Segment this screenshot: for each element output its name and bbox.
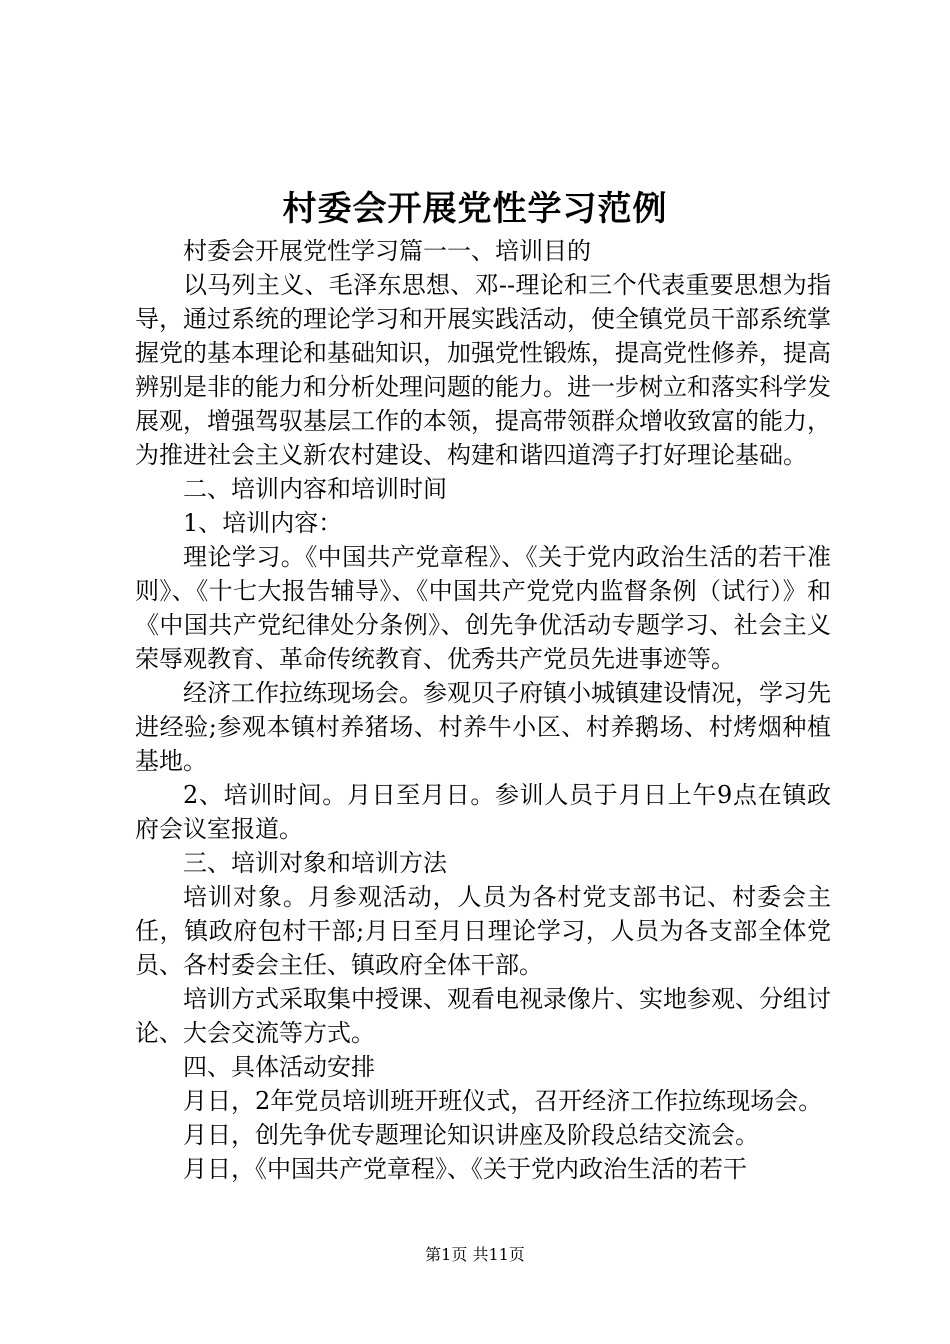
paragraph: 培训对象。月参观活动，人员为各村党支部书记、村委会主任，镇政府包村干部;月日至月日理论学习，人员为各支部全体党员、各村委会主任、镇政府全体干部。: [135, 883, 831, 979]
paragraph: 三、培训对象和培训方法: [183, 849, 447, 877]
paragraph: 月日，2年党员培训班开班仪式，召开经济工作拉练现场会。: [183, 1087, 823, 1115]
paragraph: 四、具体活动安排: [183, 1053, 375, 1081]
paragraph: 理论学习。《中国共产党章程》、《关于党内政治生活的若干准则》、《十七大报告辅导》、《中国共产党党内监督条例（试行）》和《中国共产党纪律处分条例》、创先争优活动专题学习、社会主义荣辱观教育、革命传统教育、优秀共产党员先进事迹等。: [135, 543, 831, 673]
document-title: 村委会开展党性学习范例: [282, 189, 668, 229]
paragraph: 1、培训内容：: [183, 509, 343, 537]
paragraph: 月日，《中国共产党章程》、《关于党内政治生活的若干: [183, 1155, 747, 1183]
paragraph: 2、培训时间。月日至月日。参训人员于月日上午9点在镇政府会议室报道。: [135, 781, 831, 843]
paragraph: 培训方式采取集中授课、观看电视录像片、实地参观、分组讨论、大会交流等方式。: [135, 985, 831, 1047]
page-number-footer: 第1页 共11页: [425, 1245, 525, 1264]
document-body: [135, 234, 831, 1186]
paragraph: 二、培训内容和培训时间: [183, 475, 447, 503]
paragraph: 月日，创先争优专题理论知识讲座及阶段总结交流会。: [183, 1121, 759, 1149]
paragraph: 村委会开展党性学习篇一一、培训目的: [183, 237, 591, 265]
paragraph: 经济工作拉练现场会。参观贝子府镇小城镇建设情况，学习先进经验;参观本镇村养猪场、村养牛小区、村养鹅场、村烤烟种植基地。: [135, 679, 831, 775]
paragraph: 以马列主义、毛泽东思想、邓--理论和三个代表重要思想为指导，通过系统的理论学习和开展实践活动，使全镇党员干部系统掌握党的基本理论和基础知识，加强党性锻炼，提高党性修养，提高辨别是非的能力和分析处理问题的能力。进一步树立和落实科学发展观，增强驾驭基层工作的本领，提高带领群众增收致富的能力，为推进社会主义新农村建设、构建和谐四道湾子打好理论基础。: [135, 271, 831, 469]
